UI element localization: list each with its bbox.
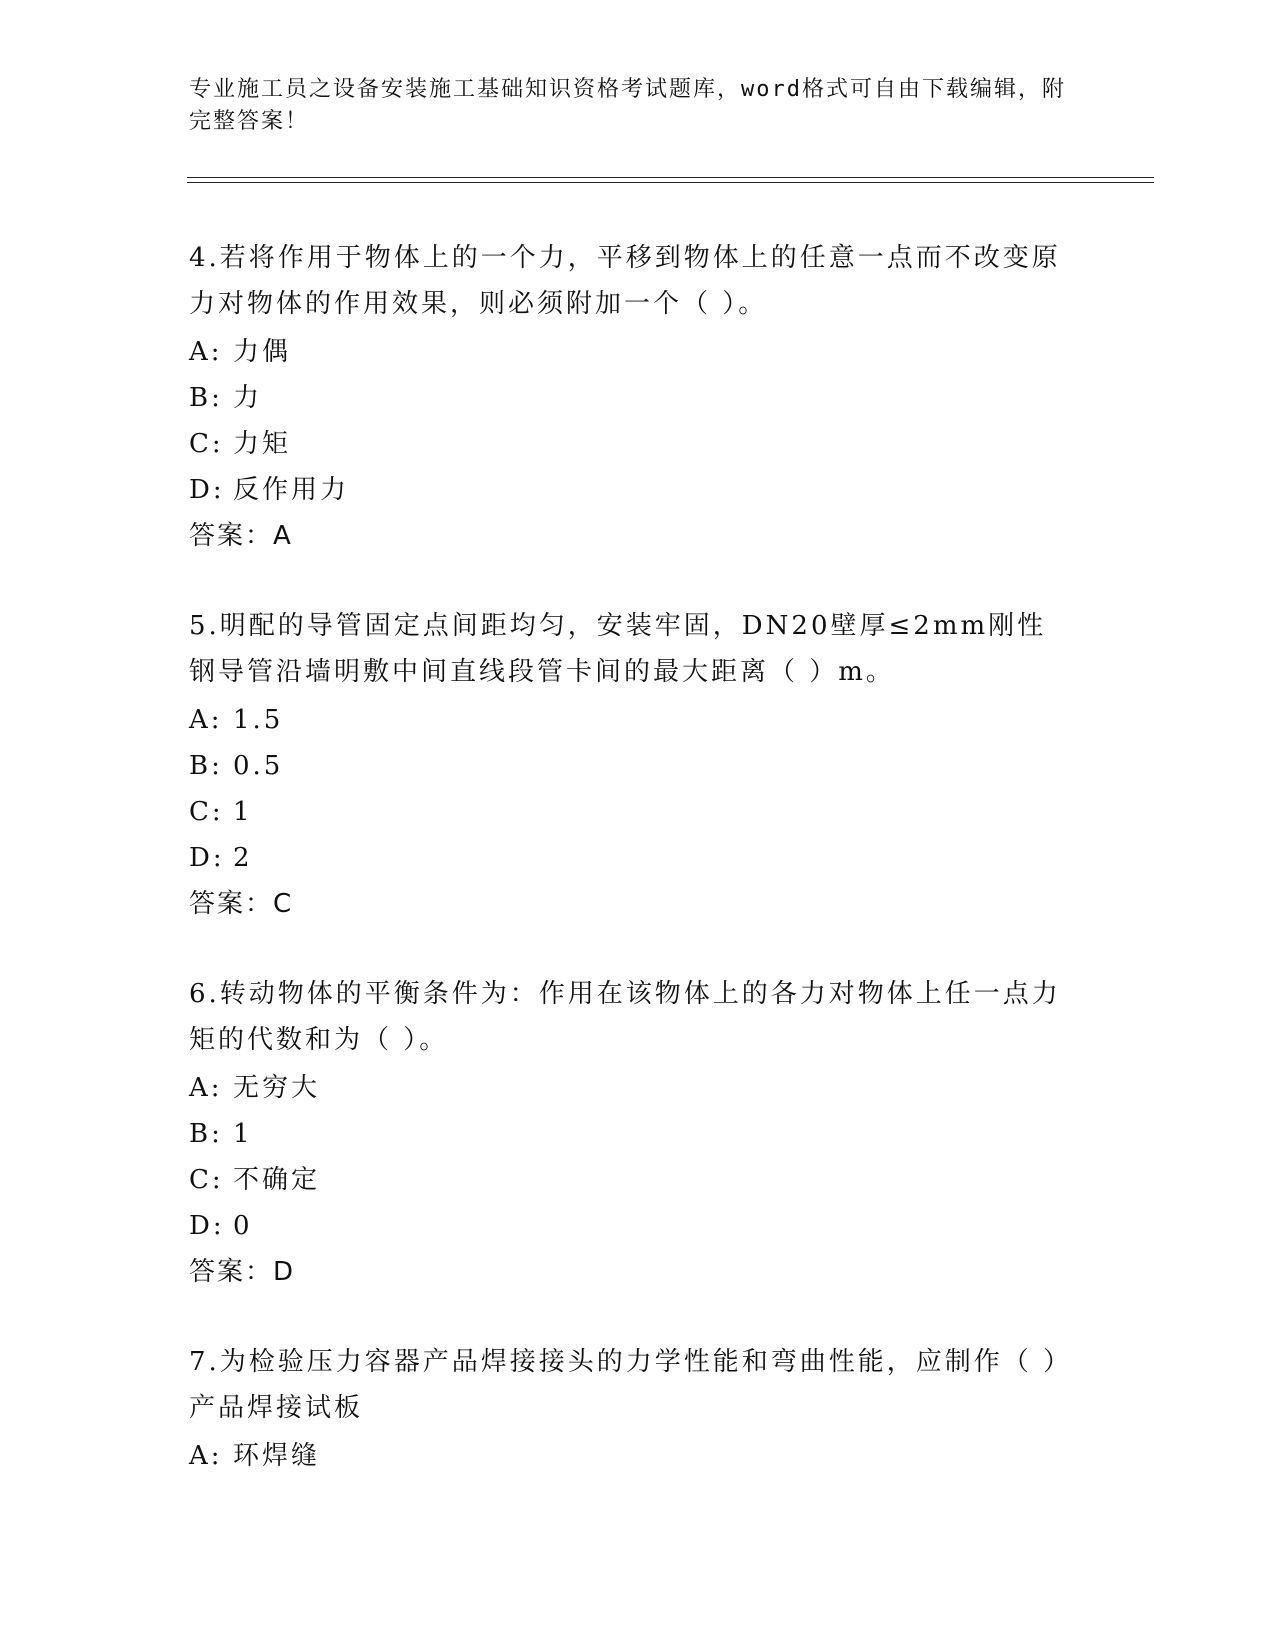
option-a xyxy=(189,329,1069,375)
option-text: 反作用力 xyxy=(233,475,350,505)
question-text: 5.明配的导管固定点间距均匀，安装牢固，DN20壁厚≤2mm刚性钢导管沿墙明敷中间直线段管卡间的最大距离（ ）m。 xyxy=(189,611,1047,687)
option-letter: D: xyxy=(189,843,225,873)
option-letter: A: xyxy=(189,337,223,367)
option-text: 力 xyxy=(233,383,263,413)
option-d xyxy=(189,835,1069,881)
option-text: 0 xyxy=(233,1211,253,1241)
answer-line: 答案：A xyxy=(189,521,293,551)
question-text: 7.为检验压力容器产品焊接接头的力学性能和弯曲性能，应制作（ ）产品焊接试板 xyxy=(189,1347,1060,1423)
header-divider xyxy=(187,177,1154,183)
option-text: 力偶 xyxy=(233,337,292,367)
option-a xyxy=(189,1065,1069,1111)
option-text: 0.5 xyxy=(233,751,284,781)
question-item xyxy=(189,603,1069,927)
option-a xyxy=(189,697,1069,743)
question-list xyxy=(189,235,1069,1523)
option-text: 不确定 xyxy=(233,1165,321,1195)
answer-line: 答案：C xyxy=(189,889,294,919)
question-item xyxy=(189,1339,1069,1479)
option-text: 2 xyxy=(233,843,253,873)
option-c xyxy=(189,789,1069,835)
option-text: 1.5 xyxy=(233,705,284,735)
option-text: 无穷大 xyxy=(233,1073,321,1103)
option-letter: B: xyxy=(189,383,223,413)
option-text: 1 xyxy=(233,1119,253,1149)
option-b xyxy=(189,743,1069,789)
option-letter: D: xyxy=(189,475,225,505)
answer-line: 答案：D xyxy=(189,1257,296,1287)
option-text: 1 xyxy=(233,797,253,827)
question-text: 6.转动物体的平衡条件为：作用在该物体上的各力对物体上任一点力矩的代数和为（ ）。 xyxy=(189,979,1061,1055)
option-letter: C: xyxy=(189,797,224,827)
option-c xyxy=(189,1157,1069,1203)
question-text: 4.若将作用于物体上的一个力，平移到物体上的任意一点而不改变原力对物体的作用效果，则必须附加一个（ ）。 xyxy=(189,243,1061,319)
option-d xyxy=(189,467,1069,513)
option-b xyxy=(189,375,1069,421)
option-d xyxy=(189,1203,1069,1249)
option-letter: D: xyxy=(189,1211,225,1241)
option-letter: A: xyxy=(189,1073,223,1103)
option-letter: A: xyxy=(189,1441,223,1471)
option-letter: C: xyxy=(189,429,224,459)
option-c xyxy=(189,421,1069,467)
document-header: 专业施工员之设备安装施工基础知识资格考试题库，word格式可自由下载编辑，附完整答案！ xyxy=(189,77,1066,134)
option-text: 环焊缝 xyxy=(233,1441,321,1471)
option-letter: C: xyxy=(189,1165,224,1195)
option-letter: B: xyxy=(189,1119,223,1149)
option-letter: A: xyxy=(189,705,223,735)
question-item xyxy=(189,235,1069,559)
option-b xyxy=(189,1111,1069,1157)
option-letter: B: xyxy=(189,751,223,781)
option-a xyxy=(189,1433,1069,1479)
option-text: 力矩 xyxy=(233,429,292,459)
question-item xyxy=(189,971,1069,1295)
